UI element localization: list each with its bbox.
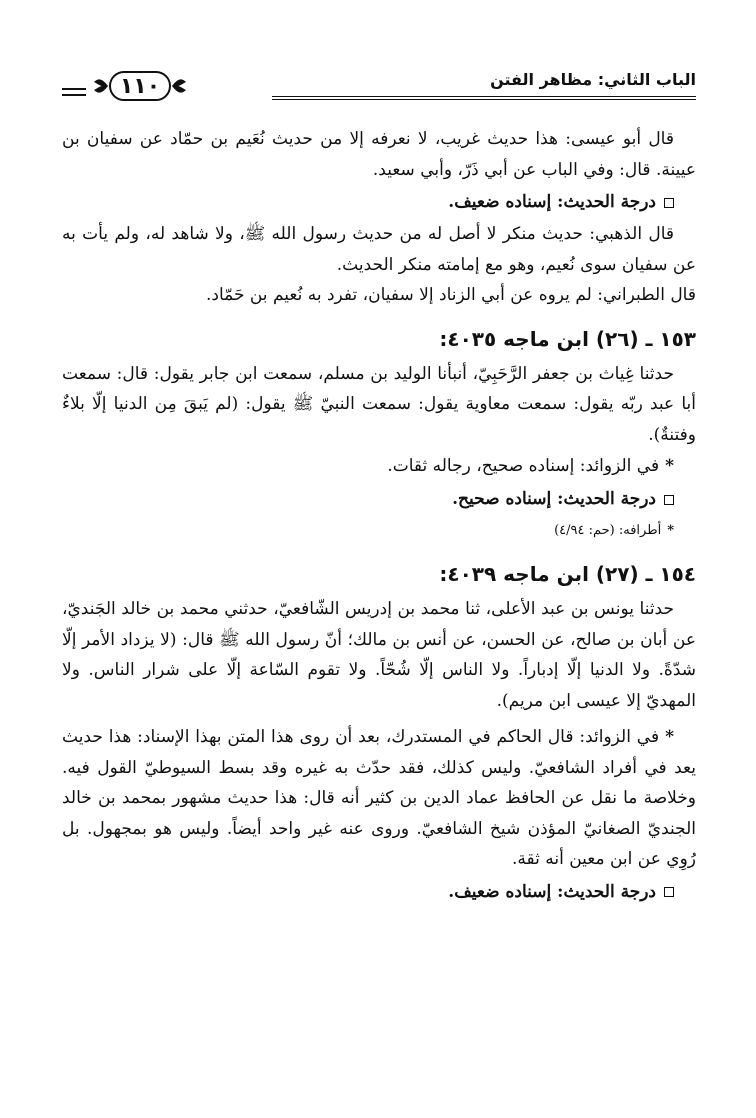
page-body xyxy=(62,124,696,909)
square-bullet-icon xyxy=(664,198,674,208)
atraf-reference xyxy=(62,516,696,546)
asterisk-icon: * xyxy=(667,523,674,538)
hadith-heading: ١٥٣ ـ (٢٦) ابن ماجه ٤٠٣٥: xyxy=(439,326,696,351)
zawaid-label: في الزوائد: xyxy=(579,727,660,747)
grade-label: درجة الحديث: xyxy=(557,489,656,509)
page-number-ornament xyxy=(92,68,188,104)
atraf-text: أطرافه: (حم: ٤/٩٤) xyxy=(554,523,662,538)
paragraph: قال الطبراني: لم يروه عن أبي الزناد إلا سفيان، تفرد به نُعيم بن حَمّاد. xyxy=(205,285,696,305)
zawaid-label: في الزوائد: xyxy=(579,456,660,476)
grade-label: درجة الحديث: xyxy=(557,881,656,902)
grade-value: إسناده ضعيف. xyxy=(448,192,552,212)
header-left-lines xyxy=(62,88,86,100)
zawaid-paragraph xyxy=(62,722,696,875)
hadith-grade xyxy=(62,875,696,909)
hadith-heading: ١٥٤ ـ (٢٧) ابن ماجه ٤٠٣٩: xyxy=(439,562,696,586)
zawaid-value: إسناده صحيح، رجاله ثقات. xyxy=(387,456,575,476)
zawaid-note xyxy=(62,450,696,482)
page-number: ١١٠ xyxy=(119,73,161,99)
grade-value: إسناده ضعيف. xyxy=(448,881,552,902)
paragraph: حدثنا غِياث بن جعفر الرَّحَبِيّ، أنبأنا الوليد بن مسلم، سمعت ابن جابر يقول: قال: سمعت أبا عبد ربّه يقول: سمعت معاوية يقول: سمعت النبيّ ﷺ يقول: (لم يَبقَ مِن الدنيا إلّا بلاءٌ وفتنةٌ). xyxy=(62,363,696,445)
page xyxy=(62,56,696,1098)
page-header xyxy=(62,56,696,108)
square-bullet-icon xyxy=(664,887,674,897)
asterisk-icon: * xyxy=(665,456,674,476)
paragraph: حدثنا يونس بن عبد الأعلى، ثنا محمد بن إدريس الشّافعيّ، حدثني محمد بن خالد الجَنديّ، عن أبان بن صالح، عن الحسن، عن أنس بن مالك؛ أنّ رسول الله ﷺ قال: (لا يزداد الأمر إلّا شدّةً. ولا الدنيا إلّا إدباراً. ولا الناس إلّا شُحّاً. ولا تقوم السّاعة إلّا على شرار الناس. ولا المهديّ إلا عيسى ابن مريم). xyxy=(62,599,696,711)
hadith-grade xyxy=(62,482,696,516)
asterisk-icon: * xyxy=(665,727,674,747)
hadith-grade xyxy=(62,185,696,219)
paragraph: قال الذهبي: حديث منكر لا أصل له من حديث رسول الله ﷺ، ولا شاهد له، ولم يأت به عن سفيان سوى نُعيم، وهو مع إمامته منكر الحديث. xyxy=(62,224,696,275)
grade-label: درجة الحديث: xyxy=(557,192,656,212)
paragraph: قال أبو عيسى: هذا حديث غريب، لا نعرفه إلا من حديث نُعَيم بن حمّاد عن سفيان بن عيينة. قال: وفي الباب عن أبي ذَرّ، وأبي سعيد. xyxy=(62,129,696,180)
grade-value: إسناده صحيح. xyxy=(452,489,552,509)
running-title: الباب الثاني: مظاهر الفتن xyxy=(490,70,696,89)
square-bullet-icon xyxy=(664,495,674,505)
zawaid-value: قال الحاكم في المستدرك، بعد أن روى هذا المتن بهذا الإسناد: هذا حديث يعد في أفراد الشافعيّ. وليس كذلك، فقد حدّث به غيره وقد بسط السيوطيّ القول فيه. وخلاصة ما نقل عن الحافظ عماد الدين بن كثير أنه قال: هذا حديث مشهور بمحمد بن خالد الجنديّ الصغانيّ المؤذن شيخ الشافعيّ. وروى عنه غير واحد أيضاً. وليس هو بمجهول. بل رُوِي عن ابن معين أنه ثقة. xyxy=(62,727,696,869)
